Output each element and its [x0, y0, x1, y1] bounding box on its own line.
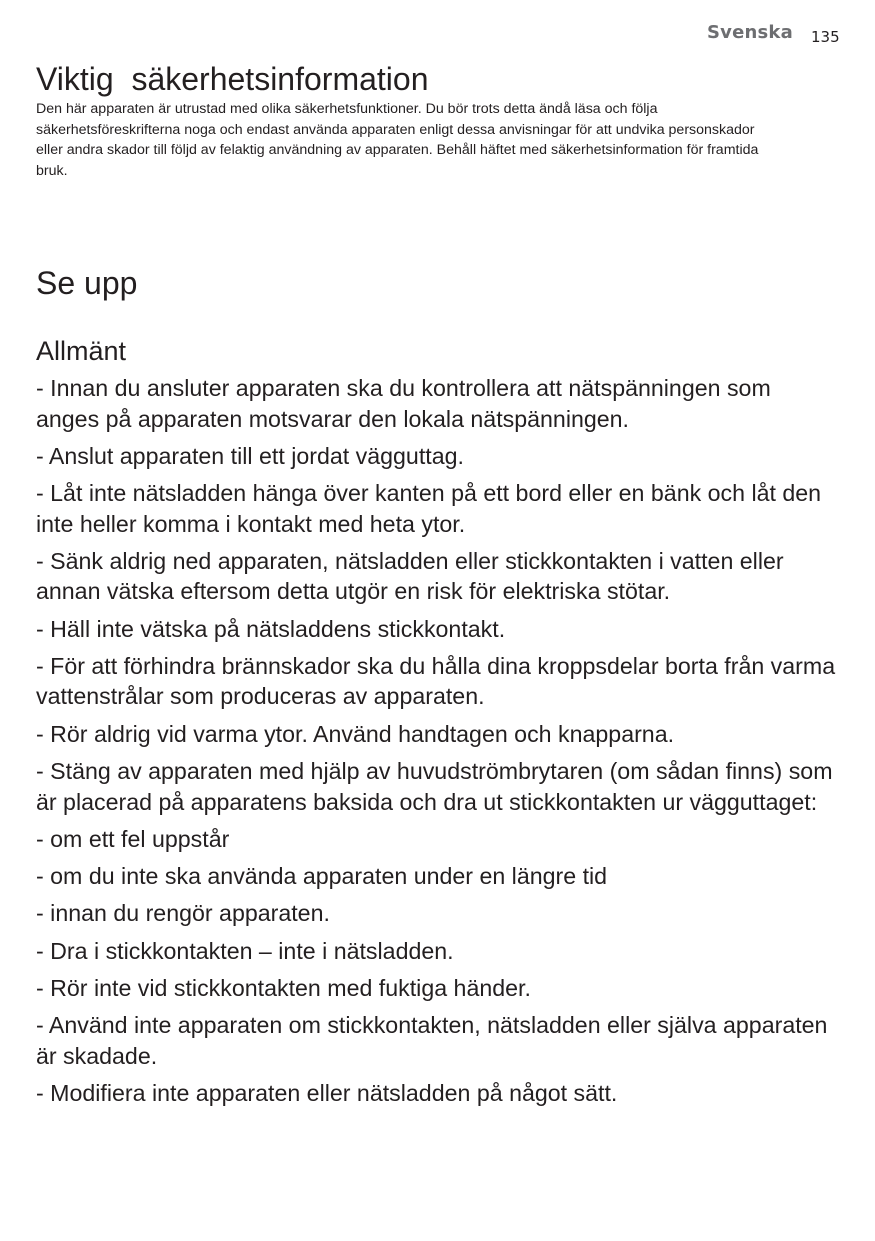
section-title: Se upp: [36, 265, 138, 301]
list-item: - Rör inte vid stickkontakten med fuktiga händer.: [36, 975, 531, 1002]
page-title: Viktig säkerhetsinformation: [36, 61, 429, 97]
page-number: 135: [811, 28, 840, 46]
list-item: - Modifiera inte apparaten eller nätsladden på något sätt.: [36, 1080, 618, 1107]
intro-paragraph: Den här apparaten är utrustad med olika säkerhetsfunktioner. Du bör trots detta ändå läsa och följa säkerhetsföreskrifterna noga och endast använda apparaten enligt dessa anvisningar för att undvika personskador eller andra skador till följd av felaktig användning av apparaten. Behåll häftet med säkerhetsinformation för framtida bruk.: [36, 101, 759, 179]
safety-list: [36, 373, 836, 1115]
list-item: - innan du rengör apparaten.: [36, 900, 330, 927]
list-item: - Dra i stickkontakten – inte i nätsladden.: [36, 937, 454, 964]
list-item: - Sänk aldrig ned apparaten, nätsladden eller stickkontakten i vatten eller annan vätska eftersom detta utgör en risk för elektriska stötar.: [36, 547, 784, 605]
list-item: - Anslut apparaten till ett jordat vägguttag.: [36, 442, 464, 469]
list-item: - Stäng av apparaten med hjälp av huvudströmbrytaren (om sådan finns) som är placerad på apparatens baksida och dra ut stickkontakten ur vägguttaget:: [36, 758, 833, 815]
list-item: - om du inte ska använda apparaten under en längre tid: [36, 863, 608, 890]
list-item: - Använd inte apparaten om stickkontakten, nätsladden eller själva apparaten är skadade.: [36, 1012, 828, 1069]
language-label: Svenska: [707, 22, 793, 43]
list-item: - om ett fel uppstår: [36, 825, 230, 852]
list-item: - För att förhindra brännskador ska du hålla dina kroppsdelar borta från varma vattenstrålar som produceras av apparaten.: [36, 652, 836, 710]
subsection-title: Allmänt: [36, 336, 127, 366]
list-item: - Låt inte nätsladden hänga över kanten på ett bord eller en bänk och låt den inte heller komma i kontakt med heta ytor.: [36, 480, 822, 537]
list-item: - Innan du ansluter apparaten ska du kontrollera att nätspänningen som anges på apparaten motsvarar den lokala nätspänningen.: [36, 375, 771, 432]
list-item: - Rör aldrig vid varma ytor. Använd handtagen och knapparna.: [36, 720, 675, 747]
list-item: - Häll inte vätska på nätsladdens stickkontakt.: [36, 615, 506, 642]
